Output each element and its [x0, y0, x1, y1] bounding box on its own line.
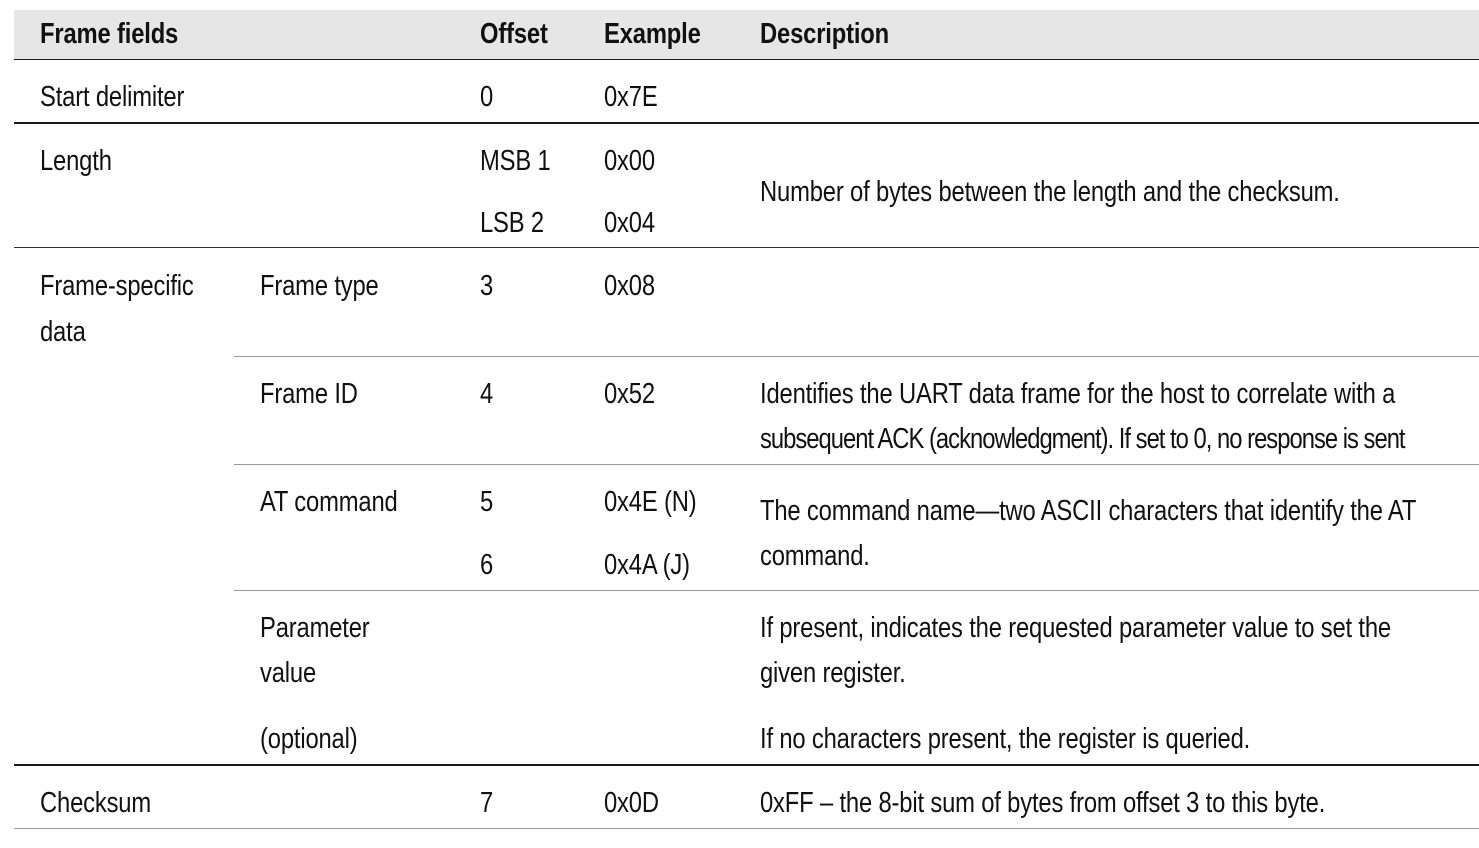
length-offset-lsb: LSB 2	[480, 207, 544, 239]
parameter-value-description-line3: If no characters present, the register is queried.	[760, 723, 1251, 755]
parameter-value-description-line1: If present, indicates the requested parameter value to set the	[760, 612, 1391, 644]
at-command-example-2: 0x4A (J)	[604, 549, 690, 581]
row-divider	[14, 122, 1479, 124]
table-header-row	[14, 10, 1479, 60]
length-example-msb: 0x00	[604, 145, 655, 177]
row-divider	[14, 764, 1479, 766]
table-bottom-border	[14, 828, 1479, 829]
frame-specific-field-line2: data	[40, 316, 86, 348]
frame-specific-field-line1: Frame-specific	[40, 270, 194, 302]
checksum-example: 0x0D	[604, 787, 659, 819]
frame-id-description-line2: subsequent ACK (acknowledgment). If set to 0, no response is sent	[760, 423, 1405, 455]
frame-id-subfield: Frame ID	[260, 378, 358, 410]
at-command-description-line1: The command name—two ASCII characters that identify the AT	[760, 495, 1417, 527]
start-delimiter-example: 0x7E	[604, 81, 658, 113]
checksum-description: 0xFF – the 8-bit sum of bytes from offset 3 to this byte.	[760, 787, 1326, 819]
row-divider	[14, 247, 1479, 248]
at-command-example-1: 0x4E (N)	[604, 486, 697, 518]
checksum-field: Checksum	[40, 787, 152, 819]
frame-type-subfield: Frame type	[260, 270, 379, 302]
subrow-divider	[234, 590, 1479, 591]
at-command-description-line2: command.	[760, 540, 870, 572]
length-offset-msb: MSB 1	[480, 145, 551, 177]
length-example-lsb: 0x04	[604, 207, 655, 239]
parameter-value-subfield-line3: (optional)	[260, 723, 358, 755]
start-delimiter-offset: 0	[480, 81, 494, 113]
at-command-subfield: AT command	[260, 486, 398, 518]
length-field: Length	[40, 145, 112, 177]
at-command-offset-1: 5	[480, 486, 494, 518]
frame-id-description-line1: Identifies the UART data frame for the host to correlate with a	[760, 378, 1396, 410]
at-command-offset-2: 6	[480, 549, 494, 581]
checksum-offset: 7	[480, 787, 494, 819]
frame-id-example: 0x52	[604, 378, 655, 410]
header-offset: Offset	[480, 18, 548, 50]
header-example: Example	[604, 18, 701, 50]
parameter-value-subfield-line1: Parameter	[260, 612, 370, 644]
header-frame-fields: Frame fields	[40, 18, 179, 50]
length-description: Number of bytes between the length and the checksum.	[760, 176, 1340, 208]
subrow-divider	[234, 356, 1479, 357]
start-delimiter-field: Start delimiter	[40, 81, 185, 113]
frame-id-offset: 4	[480, 378, 494, 410]
parameter-value-subfield-line2: value	[260, 657, 317, 689]
header-description: Description	[760, 18, 890, 50]
subrow-divider	[234, 464, 1479, 465]
frame-type-offset: 3	[480, 270, 494, 302]
frame-type-example: 0x08	[604, 270, 655, 302]
parameter-value-description-line2: given register.	[760, 657, 906, 689]
